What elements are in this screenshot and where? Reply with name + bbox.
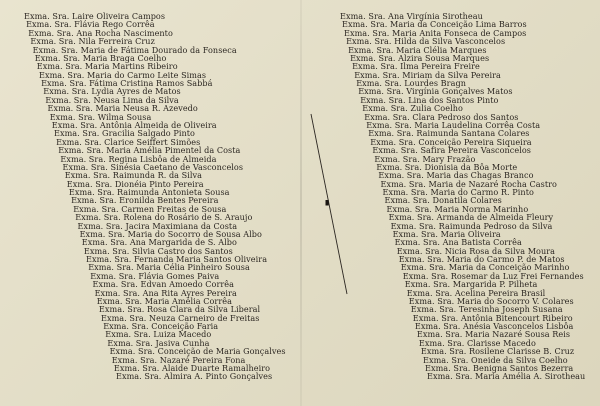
guest-name-entry: Exma. Sra. Maria Laudelina Corrêa Costa [366,119,541,130]
guest-name-entry: Exma. Sra. Maria Martins Ribeiro [36,61,178,72]
guest-name-entry: Exma. Sra. Jasiva Cunha [107,337,210,348]
guest-name-entry: Exma. Sra. Maria da Conceição Lima Barros [342,19,527,30]
guest-name-entry: Exma. Sra. Dionéia Pinto Pereira [66,178,204,189]
guest-name-entry: Exma. Sra. Maria da Conceição Marinho [400,262,570,273]
guest-name-entry: Exma. Sra. Maria do Carmo Leite Simas [39,69,207,80]
guest-name-entry: Exma. Sra. Edvan Amoedo Corrêa [92,279,235,290]
guest-name-entry: Exma. Sra. Rosa Clara da Silva Liberal [98,304,261,315]
guest-name-entry: Exma. Sra. Clarisse Macedo [418,337,536,348]
guest-name-entry: Exma. Sra. Flávia Gomes Paiva [90,270,220,281]
guest-name-entry: Exma. Sra. Ilma Pereira Freire [352,61,480,72]
guest-name-entry: Exma. Sra. Maria Amélia A. Sirotheau [427,371,586,382]
guest-name-entry: Exma. Sra. Zulia Coelho [362,103,463,114]
guest-name-entry: Exma. Sra. Raimunda R. da Silva [64,170,203,181]
guest-name-entry: Exma. Sra. Maria do Carmo R. Pinto [382,187,534,197]
guest-name-entry: Exma. Sra. Neuza Carneiro de Freitas [101,312,260,323]
guest-name-entry: Exma. Sra. Lydia Ayres de Matos [43,86,181,97]
guest-name-entry: Exma. Sra. Virgínia Gonçalves Matos [358,86,513,97]
guest-name-entry: Exma. Sra. Flávia Rego Corrêa [26,19,155,30]
guest-name-entry: Exma. Sra. Acelina Pereira Brasil [406,287,546,298]
guest-name-entry: Exma. Sra. Clarice Seiffert Simões [56,136,201,147]
guest-name-entry: Exma. Sra. Carmen Freitas de Sousa [73,203,227,214]
guest-name-entry: Exma. Sra. Maria Anita Fonseca de Campos [344,27,527,38]
guest-name-entry: Exma. Sra. Maria Nazaré Sousa Reis [416,329,571,340]
guest-name-entry: Exma. Sra. Raimunda Santana Colares [368,128,530,139]
guest-name-entry: Exma. Sra. Maria de Fátima Dourado da Fonseca [32,44,237,55]
guest-name-entry: Exma. Sra. Anésia Vasconcelos Lisbôa [414,321,574,332]
guest-name-entry: Exma. Sra. Nicia Rosa da Silva Moura [396,245,556,256]
guest-name-entry: Exma. Sra. Antônia Almeida de Oliveira [51,119,217,130]
guest-name-entry: Exma. Sra. Maria do Socorro V. Colares [408,295,574,306]
guest-name-entry: Exma. Sra. Maria de Nazaré Rocha Castro [380,178,557,189]
divider-stroke [311,114,347,294]
guest-name-entry: Exma. Sra. Conceição Pereira Siqueira [370,136,532,147]
guest-name-entry: Exma. Sra. Ana Rita Ayres Pereira [94,287,237,298]
guest-name-entry: Exma. Sra. Ana Rocha Nascimento [28,27,173,38]
guest-name-entry: Exma. Sra. Gracilia Salgado Pinto [54,128,195,139]
page-fold [300,0,302,406]
guest-name-entry: Exma. Sra. Nazaré Pereira Fona [111,354,246,365]
guest-name-entry: Exma. Sra. Raimunda Antonieta Sousa [68,187,230,197]
guest-name-entry: Exma. Sra. Safira Pereira Vasconcelos [372,145,531,156]
guest-name-entry: Exma. Sra. Alaide Duarte Ramalheiro [113,363,271,373]
guest-name-entry: Exma. Sra. Dionisia da Bôa Morte [376,161,518,172]
guest-name-entry: Exma. Sra. Maria do Socorro de Sousa Albo [79,228,262,239]
divider-marker [326,200,329,206]
guest-name-entry: Exma. Sra. Lina dos Santos Pinto [360,94,499,105]
guest-name-entry: Exma. Sra. Rolena do Rosário de S. Araujo [75,212,253,223]
guest-name-entry: Exma. Sra. Maria do Carmo P. de Matos [398,254,565,264]
guest-name-entry: Exma. Sra. Clara Pedroso dos Santos [364,111,519,122]
guest-name-entry: Exma. Sra. Maria das Chagas Branco [378,170,534,181]
guest-name-entry: Exma. Sra. Silvia Castro dos Santos [83,245,233,256]
guest-name-entry: Exma. Sra. Hilda da Silva Vasconcelos [346,36,506,47]
guest-name-entry: Exma. Sra. Sinésia Caetano de Vasconcelos [62,161,244,172]
guest-name-entry: Exma. Sra. Benigna Santos Bezerra [425,363,574,373]
guest-name-entry: Exma. Sra. Luiza Macedo [105,329,212,340]
guest-name-entry: Exma. Sra. Maria Norma Marinho [386,203,529,214]
guest-name-entry: Exma. Sra. Conceição Faria [103,321,219,332]
guest-name-entry: Exma. Sra. Oneide da Silva Coelho [423,354,568,365]
guest-name-entry: Exma. Sra. Maria Amélia Pimentel da Costa [58,145,241,156]
guest-name-entry: Exma. Sra. Regina Lisbôa de Almeida [60,153,217,164]
guest-name-entry: Exma. Sra. Ana Virgínia Sirotheau [340,11,483,21]
guest-name-entry: Exma. Sra. Maria Clélia Marques [348,44,487,55]
guest-name-entry: Exma. Sra. Conceição de Maria Gonçalves [109,346,286,357]
guest-name-entry: Exma. Sra. Ana Margarida de S. Albo [81,237,237,248]
guest-name-entry: Exma. Sra. Nila Ferreira Cruz [30,36,155,47]
guest-name-entry: Exma. Sra. Antônia Bitencourt Ribeiro [412,312,573,323]
guest-name-entry: Exma. Sra. Wilma Sousa [49,111,152,122]
guest-name-entry: Exma. Sra. Teresinha Joseph Susana [410,304,563,315]
guest-name-entry: Exma. Sra. Neusa Lima da Silva [45,94,179,105]
guest-name-entry: Exma. Sra. Raimunda Pedroso da Silva [390,220,553,231]
guest-name-entry: Exma. Sra. Alzira Sousa Marques [350,52,490,63]
guest-name-entry: Exma. Sra. Maria Amélia Corrêa [96,295,232,306]
guest-name-entry: Exma. Sra. Eronilda Bentes Pereira [71,195,219,206]
guest-name-entry: Exma. Sra. Maria Oliveira [392,228,501,239]
guest-name-entry: Exma. Sra. Miriam da Silva Pereira [354,69,501,80]
guest-name-entry: Exma. Sra. Margarida P. Pilheta [404,279,538,290]
guest-name-entry: Exma. Sra. Rosemar da Luz Frei Fernandes [402,270,584,281]
guest-name-entry: Exma. Sra. Mary Frazão [374,153,476,164]
guest-name-entry: Exma. Sra. Donatila Colares [384,195,502,206]
guest-name-entry: Exma. Sra. Maria Neusa R. Azevedo [47,103,198,114]
guest-name-entry: Exma. Sra. Armanda de Almeida Fleury [388,212,554,223]
guest-name-entry: Exma. Sra. Almira A. Pinto Gonçalves [116,371,273,382]
guest-name-entry: Exma. Sra. Maria Célia Pinheiro Sousa [88,262,250,273]
guest-name-entry: Exma. Sra. Jacira Maximiana da Costa [77,220,238,231]
guest-name-entry: Exma. Sra. Laire Oliveira Campos [24,11,166,21]
guest-name-entry: Exma. Sra. Ana Batista Corrêa [394,237,522,248]
guest-name-entry: Exma. Sra. Fernanda Maria Santos Oliveira [86,254,268,264]
guest-name-entry: Exma. Sra. Fátima Cristina Ramos Sabbá [41,78,213,88]
guest-name-entry: Exma. Sra. Maria Braga Coelho [34,52,167,63]
guest-name-entry: Exma. Sra. Lourdes Bragn [356,78,466,88]
guest-name-entry: Exma. Sra. Rosilene Clarisse B. Cruz [420,346,575,357]
